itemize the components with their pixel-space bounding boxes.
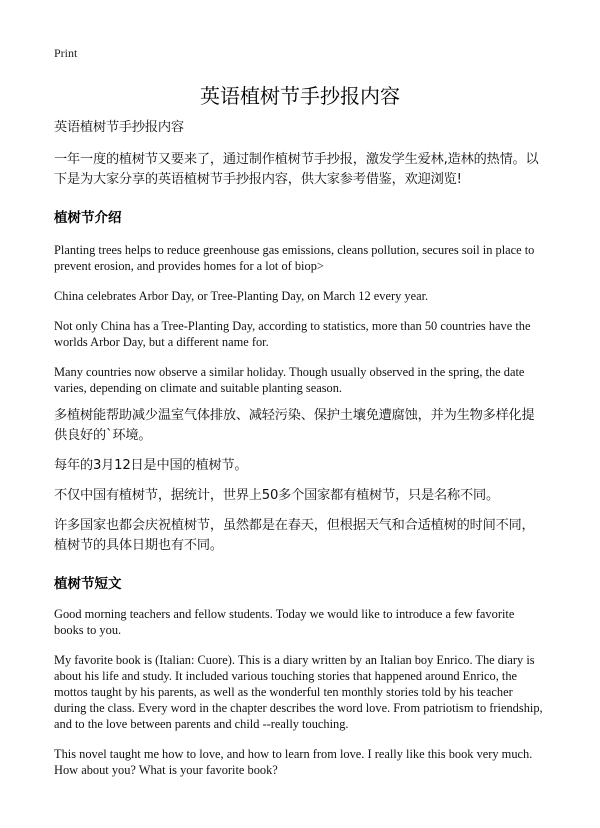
section-heading-introduction: 植树节介绍 xyxy=(54,210,122,226)
paragraph-en-4: Many countries now observe a similar holiday. Though usually observed in the spring, the date varies, depending on climate and suitable planting season. xyxy=(54,365,525,395)
paragraph-en-2: China celebrates Arbor Day, or Tree-Planting Day, on March 12 every year. xyxy=(54,289,429,303)
essay-paragraph-1: Good morning teachers and fellow students. Today we would like to introduce a few favorite books to you. xyxy=(54,607,515,637)
section-heading-short-essay: 植树节短文 xyxy=(54,576,122,592)
print-link[interactable]: Print xyxy=(54,46,78,60)
paragraph-zh-3: 不仅中国有植树节，据统计，世界上50多个国家都有植树节，只是名称不同。 xyxy=(54,488,499,503)
paragraph-en-3: Not only China has a Tree-Planting Day, according to statistics, more than 50 countries have the worlds Arbor Day, but a different name for. xyxy=(54,319,531,349)
paragraph-zh-1: 多植树能帮助减少温室气体排放、减轻污染、保护土壤免遭腐蚀，并为生物多样化提供良好的`环境。 xyxy=(54,408,535,443)
paragraph-zh-4: 许多国家也都会庆祝植树节，虽然都是在春天，但根据天气和合适植树的时间不同，植树节的具体日期也有不同。 xyxy=(54,518,535,553)
essay-paragraph-2: My favorite book is (Italian: Cuore). This is a diary written by an Italian boy Enrico. The diary is about his life and study. It included various touching stories that happened around Enrico, the mottos taught by his parents, as well as the wonderful ten monthly stories told by his teacher during the class. Every word in the chapter describes the word love. From patriotism to friendship, and to the love between parents and child --really touching. xyxy=(54,653,543,731)
article-body xyxy=(54,118,546,778)
essay-paragraph-3: This novel taught me how to love, and how to learn from love. I really like this book very much. How about you? What is your favorite book? xyxy=(54,747,533,777)
page-title: 英语植树节手抄报内容 xyxy=(200,84,400,108)
intro-lead: 一年一度的植树节又要来了，通过制作植树节手抄报，激发学生爱林,造林的热情。以下是为大家分享的英语植树节手抄报内容，供大家参考借鉴，欢迎浏览! xyxy=(54,152,539,187)
paragraph-en-1: Planting trees helps to reduce greenhouse gas emissions, cleans pollution, secures soil in place to prevent erosion, and provides homes for a lot of biop> xyxy=(54,243,535,273)
intro-subtitle: 英语植树节手抄报内容 xyxy=(54,120,184,135)
paragraph-zh-2: 每年的3月12日是中国的植树节。 xyxy=(54,458,248,473)
